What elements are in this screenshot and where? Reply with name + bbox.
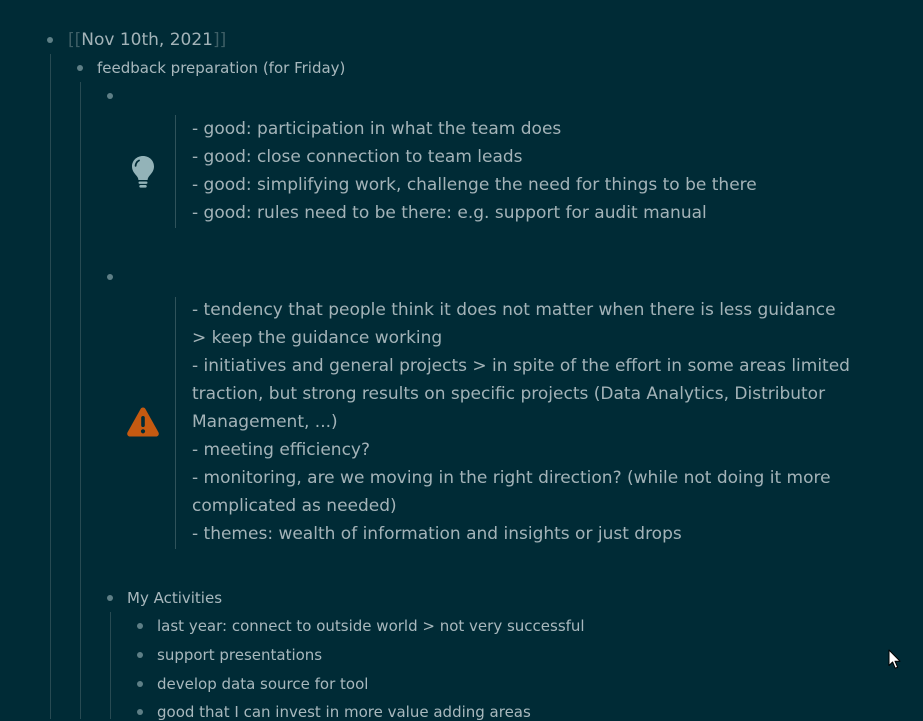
activity-item[interactable]: develop data source for tool <box>157 675 369 693</box>
warning-icon <box>126 406 160 438</box>
feedback-title[interactable]: feedback preparation (for Friday) <box>97 59 346 77</box>
bullet-dot[interactable] <box>137 681 143 687</box>
bullet-dot[interactable] <box>107 595 113 601</box>
indent-guide-level-1 <box>50 54 51 719</box>
bullet-dot[interactable] <box>137 709 143 715</box>
bullet-dot[interactable] <box>47 37 53 43</box>
warning-line: Management, ...) <box>192 412 338 432</box>
warning-line: - tendency that people think it does not matter when there is less guidance <box>192 300 836 320</box>
mouse-cursor-icon <box>888 649 902 670</box>
date-link-text[interactable]: Nov 10th, 2021 <box>81 30 213 50</box>
bullet-dot[interactable] <box>77 65 83 71</box>
bullet-dot[interactable] <box>137 623 143 629</box>
callout-border <box>175 115 176 228</box>
activities-title[interactable]: My Activities <box>127 589 223 607</box>
warning-line: traction, but strong results on specific projects (Data Analytics, Distributor <box>192 384 826 404</box>
link-open-bracket: [[ <box>68 30 82 50</box>
link-close-bracket: ]] <box>213 30 227 50</box>
lightbulb-icon <box>131 155 155 189</box>
activity-item[interactable]: good that I can invest in more value adding areas <box>157 703 531 721</box>
warning-line: - meeting efficiency? <box>192 440 371 460</box>
activity-item[interactable]: support presentations <box>157 646 323 664</box>
tip-line: - good: participation in what the team does <box>192 119 562 139</box>
indent-guide-level-2 <box>80 82 81 719</box>
bullet-dot[interactable] <box>107 93 113 99</box>
tip-line: - good: simplifying work, challenge the need for things to be there <box>192 175 757 195</box>
indent-guide-level-3 <box>110 612 111 719</box>
activity-item[interactable]: last year: connect to outside world > not very successful <box>157 617 585 635</box>
tip-line: - good: close connection to team leads <box>192 147 523 167</box>
callout-border <box>175 297 176 549</box>
bullet-dot[interactable] <box>107 274 113 280</box>
tip-line: - good: rules need to be there: e.g. support for audit manual <box>192 203 707 223</box>
warning-line: > keep the guidance working <box>192 328 443 348</box>
warning-line: - initiatives and general projects > in spite of the effort in some areas limited <box>192 356 850 376</box>
bullet-dot[interactable] <box>137 652 143 658</box>
date-page-link[interactable] <box>68 30 226 50</box>
warning-line: - themes: wealth of information and insights or just drops <box>192 524 682 544</box>
warning-line: complicated as needed) <box>192 496 397 516</box>
warning-line: - monitoring, are we moving in the right direction? (while not doing it more <box>192 468 831 488</box>
